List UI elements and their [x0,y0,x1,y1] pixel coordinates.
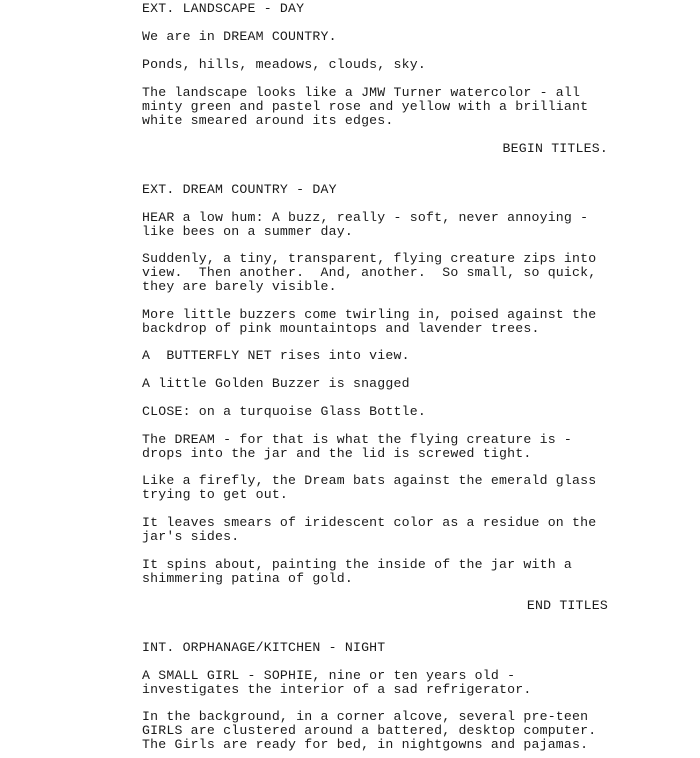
action-creature-line-2: view. Then another. And, another. So small, so quick, [142,265,597,280]
action-smears-line-1: It leaves smears of iridescent color as a residue on the [142,515,597,530]
action-girls-line-2: GIRLS are clustered around a battered, desktop computer. [142,723,597,738]
action-spins-line-1: It spins about, painting the inside of the jar with a [142,557,573,572]
action-creature-line-3: they are barely visible. [142,279,337,294]
action-glass-bottle: CLOSE: on a turquoise Glass Bottle. [142,404,426,419]
action-dream-line-1: The DREAM - for that is what the flying creature is - [142,432,573,447]
action-landscape-line-2: minty green and pastel rose and yellow with a brilliant [142,99,589,114]
action-landscape-line-3: white smeared around its edges. [142,113,394,128]
action-sophie-line-1: A SMALL GIRL - SOPHIE, nine or ten years old - [142,668,516,683]
transition-end-titles: END TITLES [526,598,608,613]
action-dream-country: We are in DREAM COUNTRY. [142,29,337,44]
action-dream-line-2: drops into the jar and the lid is screwed tight. [142,446,532,461]
action-buzzers-line-2: backdrop of pink mountaintops and lavender trees. [142,321,540,336]
action-landscape-line-1: The landscape looks like a JMW Turner watercolor - all [142,85,581,100]
action-hum-line-1: HEAR a low hum: A buzz, really - soft, never annoying - [142,210,589,225]
action-smears-line-2: jar's sides. [142,529,240,544]
action-firefly-line-1: Like a firefly, the Dream bats against the emerald glass [142,473,597,488]
action-spins-line-2: shimmering patina of gold. [142,571,353,586]
scene-heading-orphanage-kitchen: INT. ORPHANAGE/KITCHEN - NIGHT [142,640,386,655]
action-golden-buzzer: A little Golden Buzzer is snagged [142,376,410,391]
scene-heading-landscape: EXT. LANDSCAPE - DAY [142,1,305,16]
action-firefly-line-2: trying to get out. [142,487,289,502]
action-girls-line-1: In the background, in a corner alcove, several pre-teen [142,709,589,724]
scene-heading-dream-country: EXT. DREAM COUNTRY - DAY [142,182,337,197]
action-buzzers-line-1: More little buzzers come twirling in, poised against the [142,307,597,322]
action-sophie-line-2: investigates the interior of a sad refrigerator. [142,682,532,697]
action-butterfly-net: A BUTTERFLY NET rises into view. [142,348,410,363]
action-hum-line-2: like bees on a summer day. [142,224,353,239]
action-girls-line-3: The Girls are ready for bed, in nightgowns and pajamas. [142,737,589,752]
action-ponds: Ponds, hills, meadows, clouds, sky. [142,57,426,72]
action-creature-line-1: Suddenly, a tiny, transparent, flying creature zips into [142,251,597,266]
transition-begin-titles: BEGIN TITLES. [502,141,608,156]
